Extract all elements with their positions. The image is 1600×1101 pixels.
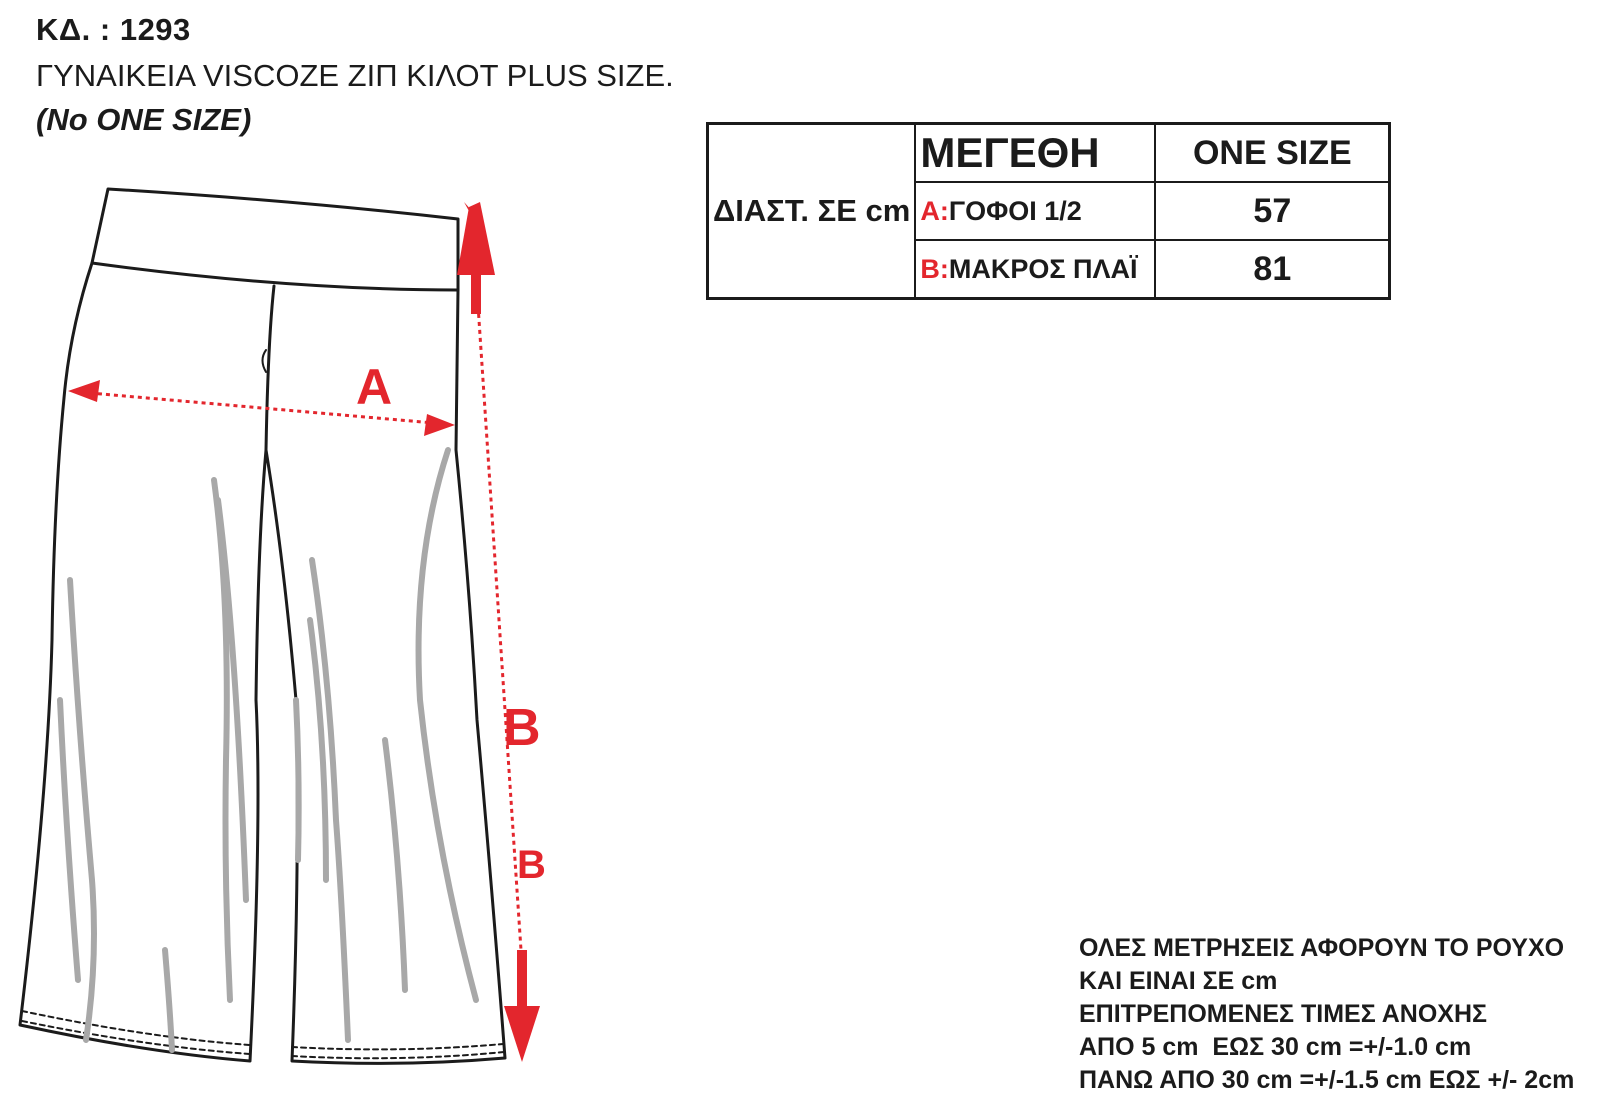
measurement-b-arrow	[457, 202, 540, 1062]
measurement-letter: B:	[920, 253, 949, 284]
size-column-header: ONE SIZE	[1155, 124, 1390, 183]
label-a: A	[356, 359, 393, 415]
measurement-value: 57	[1155, 182, 1390, 240]
hem-stitch	[22, 1011, 250, 1045]
label-b-large: B	[503, 699, 541, 757]
tolerance-line: ΑΠΟ 5 cm ΕΩΣ 30 cm =+/-1.0 cm	[1079, 1033, 1472, 1061]
measurement-a-arrow	[68, 380, 455, 436]
tolerance-line: ΠΑΝΩ ΑΠΟ 30 cm =+/-1.5 cm ΕΩΣ +/- 2cm	[1079, 1066, 1575, 1094]
label-b-small: B	[517, 843, 546, 887]
tolerance-notes	[1079, 932, 1574, 1097]
size-note: (No ONE SIZE)	[36, 102, 252, 137]
measurement-label: ΓΟΦΟΙ 1/2	[948, 195, 1082, 226]
tolerance-line: ΚΑΙ ΕΙΝΑΙ ΣΕ cm	[1079, 967, 1278, 995]
measurement-letter: A:	[920, 195, 949, 226]
product-name: ΓΥΝΑΙΚΕΙΑ VISCOZE ΖΙΠ ΚΙΛΟΤ PLUS SIZE.	[36, 58, 674, 93]
measurement-label: ΜΑΚΡΟΣ ΠΛΑΪ	[948, 253, 1138, 284]
measurement-value: 81	[1155, 240, 1390, 299]
product-code: ΚΔ. : 1293	[36, 12, 191, 47]
sizes-header: ΜΕΓΕΘΗ	[915, 124, 1155, 183]
waistband	[92, 189, 458, 290]
center-seam	[266, 286, 274, 450]
fabric-folds	[60, 450, 476, 1050]
tolerance-line: ΟΛΕΣ ΜΕΤΡΗΣΕΙΣ ΑΦΟΡΟΥΝ ΤΟ ΡΟΥΧΟ	[1079, 934, 1565, 962]
tolerance-line: ΕΠΙΤΡΕΠΟΜΕΝΕΣ ΤΙΜΕΣ ΑΝΟΧΗΣ	[1079, 1000, 1487, 1028]
dimension-unit-label: ΔΙΑΣΤ. ΣΕ cm	[708, 124, 916, 299]
